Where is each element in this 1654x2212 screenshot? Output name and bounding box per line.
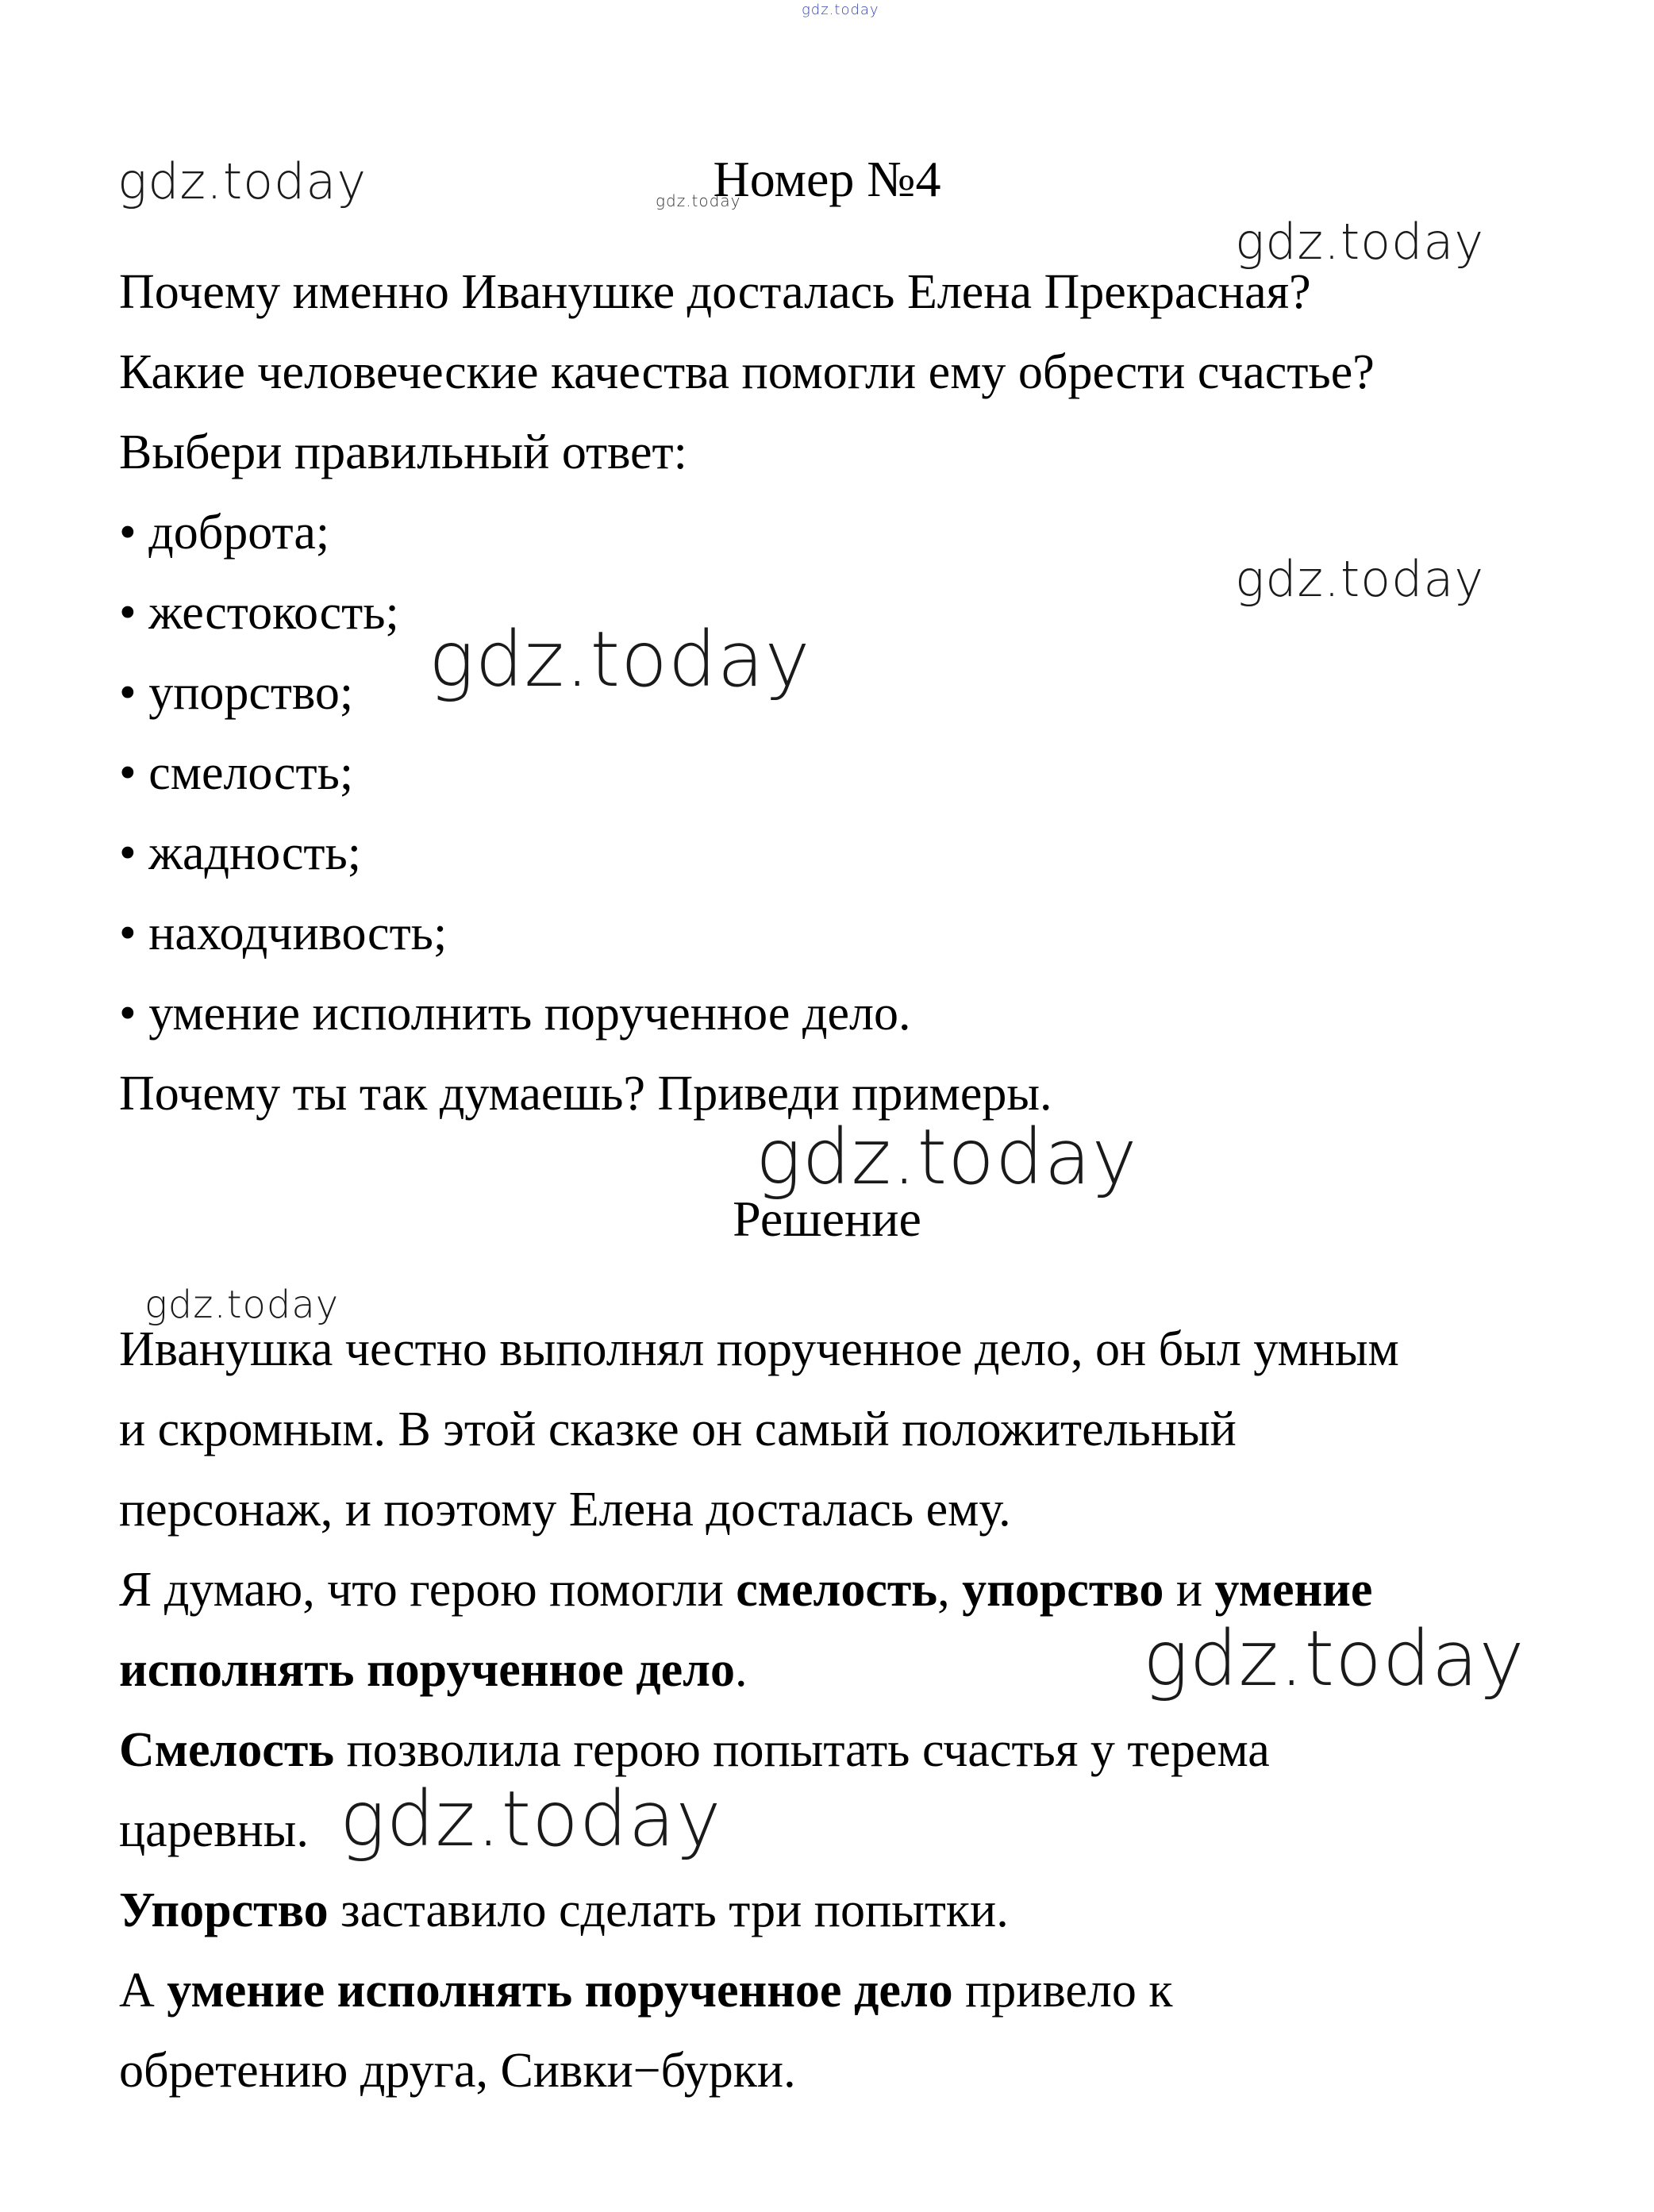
solution-text-line: персонаж, и поэтому Елена досталась ему. <box>119 1483 1011 1537</box>
option-item: • упорство; <box>119 666 354 720</box>
bold-term: умение исполнять порученное дело <box>167 1964 953 2018</box>
option-item: • жестокость; <box>119 586 399 640</box>
closing-question: Почему ты так думаешь? Приведи примеры. <box>119 1067 1052 1121</box>
text-run: позволила герою попытать счастья у терема <box>334 1723 1270 1777</box>
bold-term: исполнять порученное дело <box>119 1643 735 1697</box>
option-item: • жадность; <box>119 826 361 880</box>
bold-term: упорство <box>962 1563 1164 1617</box>
solution-text-line: царевны. <box>119 1803 309 1857</box>
watermark-large-bottom: gdz.today <box>340 1775 722 1864</box>
question-line: Выбери правильный ответ: <box>119 425 687 479</box>
watermark-top-left: gdz.today <box>117 152 367 210</box>
watermark-large-right: gdz.today <box>1143 1614 1525 1703</box>
text-run: А <box>119 1964 167 2018</box>
solution-text-line <box>119 1638 747 1702</box>
solution-text-line <box>119 1879 1009 1942</box>
text-run: . <box>734 1643 748 1697</box>
watermark-solution-left: gdz.today <box>144 1283 340 1327</box>
text-run: заставило сделать три попытки. <box>328 1883 1009 1937</box>
option-item: • доброта; <box>119 506 330 560</box>
solution-heading: Решение <box>733 1191 921 1247</box>
text-run: , <box>937 1563 963 1617</box>
bold-term: Упорство <box>119 1883 329 1937</box>
watermark-top-center: gdz.today <box>802 2 879 18</box>
option-item: • умение исполнить порученное дело. <box>119 987 911 1041</box>
option-item: • смелость; <box>119 746 354 800</box>
solution-text-line <box>119 1959 1172 2022</box>
question-line: Почему именно Иванушке досталась Елена Прекрасная? <box>119 265 1311 319</box>
watermark-tiny-title: gdz.today <box>656 191 741 210</box>
solution-text-line <box>119 1558 1372 1621</box>
question-line: Какие человеческие качества помогли ему обрести счастье? <box>119 345 1375 399</box>
watermark-large-options: gdz.today <box>429 615 811 704</box>
watermark-top-right: gdz.today <box>1235 213 1485 271</box>
bold-term: смелость <box>736 1563 938 1617</box>
watermark-large-center: gdz.today <box>756 1113 1138 1202</box>
solution-text-line: Иванушка честно выполнял порученное дело, он был умным <box>119 1322 1399 1376</box>
watermark-mid-right: gdz.today <box>1235 550 1485 608</box>
text-run: привело к <box>952 1964 1173 2018</box>
bold-term: умение <box>1214 1563 1373 1617</box>
text-run: Я думаю, что герою помогли <box>119 1563 737 1617</box>
solution-text-line <box>119 1718 1270 1782</box>
bold-term: Смелость <box>119 1723 335 1777</box>
option-item: • находчивость; <box>119 906 448 960</box>
solution-text-line: и скромным. В этой сказке он самый положительный <box>119 1402 1237 1456</box>
task-title: Номер №4 <box>713 151 941 207</box>
text-run: и <box>1164 1563 1215 1617</box>
solution-text-line: обретению друга, Сивки−бурки. <box>119 2044 796 2098</box>
